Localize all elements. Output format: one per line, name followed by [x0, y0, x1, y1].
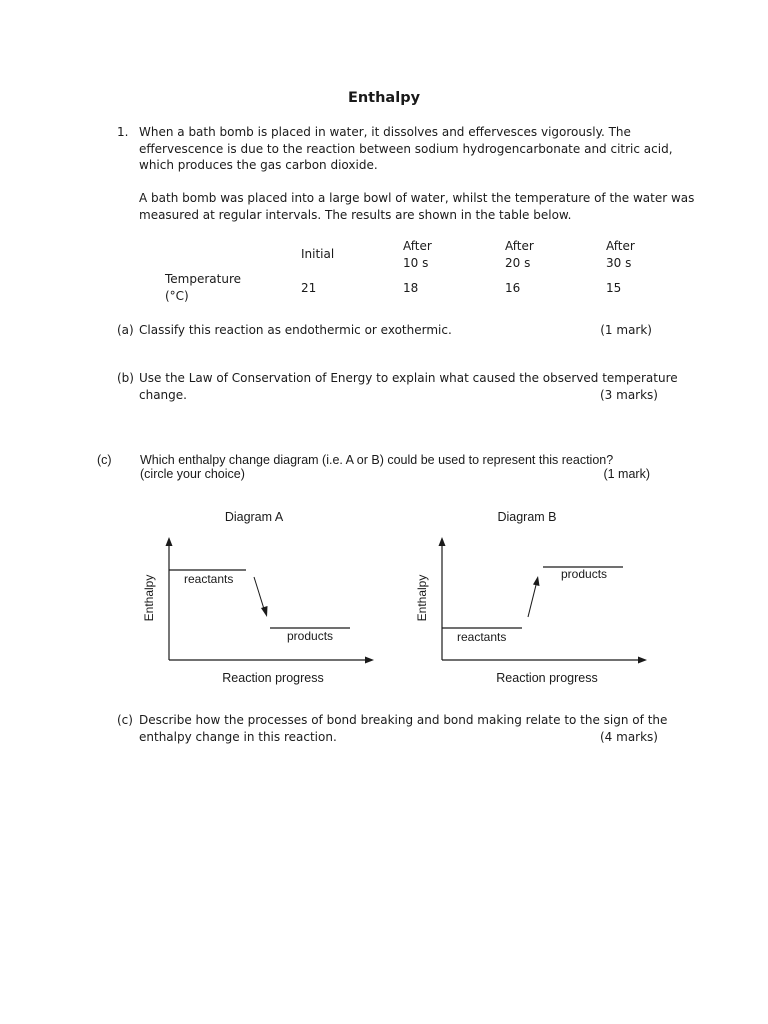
table-header-30s	[606, 238, 666, 271]
table-cell-10s: 18	[403, 281, 419, 295]
intro-line: which produces the gas carbon dioxide.	[139, 158, 378, 172]
part-c1-label: (c)	[97, 453, 112, 467]
header-line: 10 s	[403, 255, 429, 270]
header-line: 30 s	[606, 255, 632, 270]
setup-line: measured at regular intervals. The results are shown in the table below.	[139, 207, 572, 222]
diagram-a-products-label: products	[287, 629, 334, 643]
diagram-b-title: Diagram B	[497, 510, 557, 524]
table-cell-30s: 15	[606, 281, 622, 295]
intro-line: When a bath bomb is placed in water, it dissolves and effervesces vigorously. The	[139, 125, 631, 139]
table-header-10s	[403, 238, 463, 271]
diagram-b-ylabel: Enthalpy	[415, 574, 429, 622]
row-label-line: (°C)	[165, 288, 189, 303]
part-c1-text	[140, 453, 613, 481]
header-line: After	[403, 239, 432, 253]
diagram-a-change-arrow	[254, 577, 264, 609]
diagram-b-xlabel: Reaction progress	[496, 671, 598, 685]
part-c1-line: Which enthalpy change diagram (i.e. A or B) could be used to represent this reaction?	[140, 453, 614, 467]
diagram-b	[403, 505, 663, 695]
row-label-line: Temperature	[165, 272, 242, 286]
diagram-b-x-arrowhead	[638, 657, 647, 664]
diagram-b-y-arrowhead	[439, 537, 446, 546]
header-line: 20 s	[505, 255, 531, 270]
part-a-text: Classify this reaction as endothermic or exothermic.	[139, 323, 452, 337]
intro-line: effervescence is due to the reaction between sodium hydrogencarbonate and citric acid,	[139, 141, 673, 156]
part-c2-line: enthalpy change in this reaction.	[139, 729, 337, 744]
part-c1-line: (circle your choice)	[140, 467, 245, 481]
part-b-line: Use the Law of Conservation of Energy to explain what caused the observed temperature	[139, 371, 678, 385]
diagram-a-ylabel: Enthalpy	[142, 574, 156, 622]
diagram-b-change-arrowhead	[533, 576, 540, 586]
diagram-b-change-arrow	[528, 585, 536, 617]
part-c2-marks: (4 marks)	[600, 730, 658, 744]
diagram-a-xlabel: Reaction progress	[222, 671, 324, 685]
setup-line: A bath bomb was placed into a large bowl of water, whilst the temperature of the water was	[139, 191, 695, 205]
diagram-b-products-label: products	[561, 567, 608, 581]
diagram-a-y-arrowhead	[166, 537, 173, 546]
table-header-initial: Initial	[301, 247, 335, 261]
part-a-marks: (1 mark)	[600, 323, 652, 337]
table-cell-initial: 21	[301, 281, 317, 295]
diagram-a-reactants-label: reactants	[184, 572, 234, 586]
page-title: Enthalpy	[347, 90, 421, 106]
table-cell-20s: 16	[505, 281, 521, 295]
question-setup	[139, 190, 694, 223]
part-c1-marks: (1 mark)	[603, 467, 650, 481]
part-b-line: change.	[139, 387, 187, 402]
diagram-a-title: Diagram A	[224, 510, 284, 524]
table-header-20s	[505, 238, 565, 271]
header-line: After	[606, 239, 635, 253]
diagram-a-x-arrowhead	[365, 657, 374, 664]
diagram-a-change-arrowhead	[261, 606, 268, 617]
table-row-label	[165, 271, 241, 304]
question-number: 1.	[117, 125, 129, 139]
part-c2-label: (c)	[117, 713, 133, 727]
part-b-label: (b)	[117, 371, 134, 385]
diagram-a	[130, 505, 390, 695]
part-b-marks: (3 marks)	[600, 388, 658, 402]
question-intro	[139, 124, 673, 174]
part-a-label: (a)	[117, 323, 134, 337]
part-c2-line: Describe how the processes of bond breaking and bond making relate to the sign of the	[139, 713, 668, 727]
diagram-b-reactants-label: reactants	[457, 630, 507, 644]
header-line: After	[505, 239, 534, 253]
